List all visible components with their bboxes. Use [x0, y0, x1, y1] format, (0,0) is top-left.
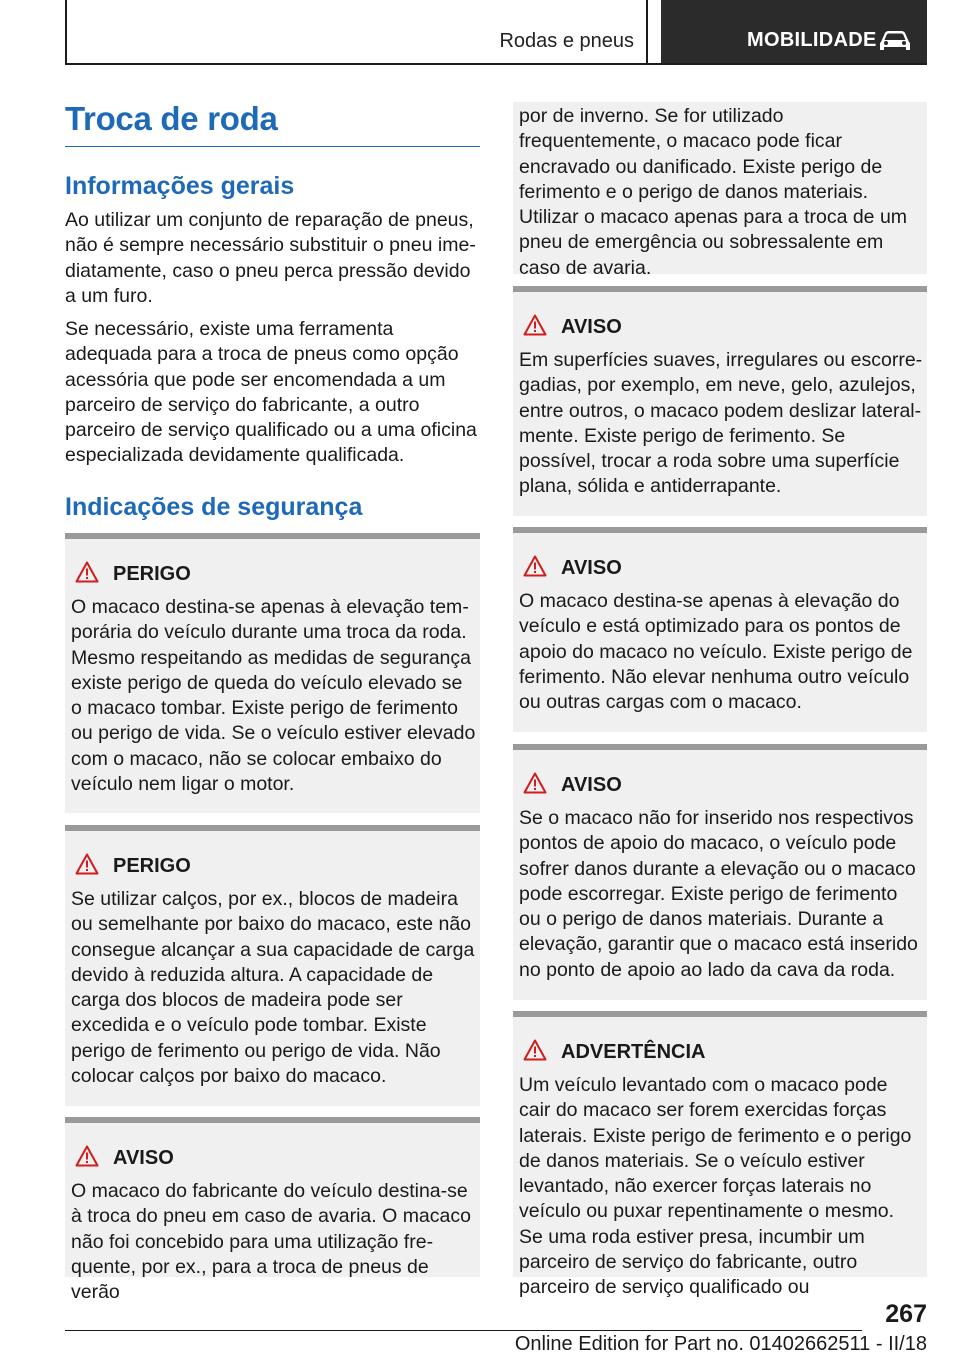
- warning-triangle-icon: [523, 555, 547, 577]
- warning-box-danger-1: [65, 533, 480, 813]
- warning-triangle-icon: [523, 314, 547, 336]
- warning-text: Em superfícies suaves, irregulares ou escorregadias, por exemplo, em neve, gelo, azulejos, entre outros, o macaco podem deslizar lateralmente. Existe perigo de ferimento. Se possível, trocar a roda sobre uma superfície plana, sólida e antiderrapante.: [519, 349, 923, 498]
- header-section-tab: [65, 0, 648, 63]
- warning-triangle-icon: [75, 1145, 99, 1167]
- general-paragraph-1: Ao utilizar um conjunto de reparação de pneus, não é sempre necessário substituir o pneu imediatamente, caso o pneu perca pressão devido a um furo.: [65, 209, 476, 307]
- warning-text: O macaco destina-se apenas à elevação do veículo e está optimizado para os pontos de apoio do macaco no veículo. Existe perigo de ferimento. Não elevar nenhuma outro veículo ou outras cargas com o macaco.: [519, 590, 913, 714]
- warning-triangle-icon: [75, 853, 99, 875]
- warning-box-notice: [513, 1011, 927, 1299]
- heading-general-info: Informações gerais: [65, 172, 295, 200]
- header-chapter-title: MOBILIDADE: [747, 29, 877, 51]
- warning-triangle-icon: [523, 1039, 547, 1061]
- warning-triangle-icon: [523, 772, 547, 794]
- warning-text: Se o macaco não for inserido nos respectivos pontos de apoio do macaco, o veículo pode sofrer danos durante a elevação ou o macaco pode escorregar. Existe perigo de ferimento ou o perigo de danos materiais. Durante a elevação, garantir que o macaco está inserido no ponto de apoio ao lado da cava da roda.: [519, 807, 918, 981]
- warning-box-caution-4: [513, 744, 927, 1000]
- warning-label: AVISO: [561, 557, 622, 579]
- warning-label: PERIGO: [113, 563, 191, 585]
- warning-text: Um veículo levantado com o macaco pode cair do macaco ser forem exercidas forças laterais. Existe perigo de ferimento e o perigo de danos materiais. Se o veículo estiver levantado, não exercer forças laterais no veículo ou puxar repentinamente o mesmo. Se uma roda estiver presa, incumbir um parceiro de serviço do fabricante, outro parceiro de serviço qualificado ou: [519, 1074, 912, 1299]
- warning-label: ADVERTÊNCIA: [561, 1041, 706, 1063]
- warning-box-caution-2: [513, 286, 927, 516]
- warning-box-caution-1: [65, 1117, 480, 1304]
- warning-box-caution-3: [513, 527, 927, 732]
- car-icon: [877, 28, 913, 54]
- warning-label: AVISO: [113, 1147, 174, 1169]
- warning-text: Se utilizar calços, por ex., blocos de madeira ou semelhante por baixo do macaco, este não consegue alcançar a sua capacidade de carga devido à reduzida altura. A capacidade de carga dos blocos de madeira pode ser excedida e o veículo pode tombar. Existe perigo de ferimento ou perigo de vida. Não colocar calços por baixo do macaco.: [71, 888, 475, 1088]
- heading-safety: Indicações de segurança: [65, 493, 363, 521]
- header-chapter-tab: [661, 0, 927, 65]
- warning-triangle-icon: [75, 561, 99, 583]
- warning-box-danger-2: [65, 825, 480, 1106]
- page-title: Troca de roda: [65, 100, 278, 137]
- warning-label: AVISO: [561, 316, 622, 338]
- footer-edition: Online Edition for Part no. 01402662511 - II/18: [514, 1333, 927, 1355]
- general-paragraph-2: Se necessário, existe uma ferramenta adequada para a troca de pneus como opção acessória que pode ser encomendada a um parceiro de serviço do fabricante, a outro parceiro de serviço qualificado ou a uma oficina especializada devidamente qualificada.: [65, 318, 477, 467]
- warning-text: O macaco do fabricante do veículo destina-se à troca do pneu em caso de avaria. O macaco não foi concebido para uma utilização frequente, por ex., para a troca de pneus de verão: [71, 1180, 471, 1304]
- title-divider: [65, 146, 480, 147]
- warning-text: O macaco destina-se apenas à elevação temporária do veículo durante uma troca da roda. Mesmo respeitando as medidas de segurança existe perigo de queda do veículo elevado se o macaco tombar. Existe perigo de ferimento ou perigo de vida. Se o veículo estiver elevado com o macaco, não se colocar embaixo do veículo nem ligar o motor.: [71, 596, 476, 796]
- warning-label: PERIGO: [113, 855, 191, 877]
- footer-rule: [65, 1330, 862, 1331]
- warning-box-caution-1-continued: [513, 102, 927, 279]
- page-number: 267: [885, 1300, 927, 1328]
- header-rule: [65, 63, 927, 65]
- warning-text: por de inverno. Se for utilizado frequentemente, o macaco pode ficar encravado ou danificado. Existe perigo de ferimento e o perigo de danos materiais. Utilizar o macaco apenas para a troca de um pneu de emergência ou sobressalente em caso de avaria.: [519, 105, 908, 279]
- header-section-title: Rodas e pneus: [499, 30, 634, 52]
- warning-label: AVISO: [561, 774, 622, 796]
